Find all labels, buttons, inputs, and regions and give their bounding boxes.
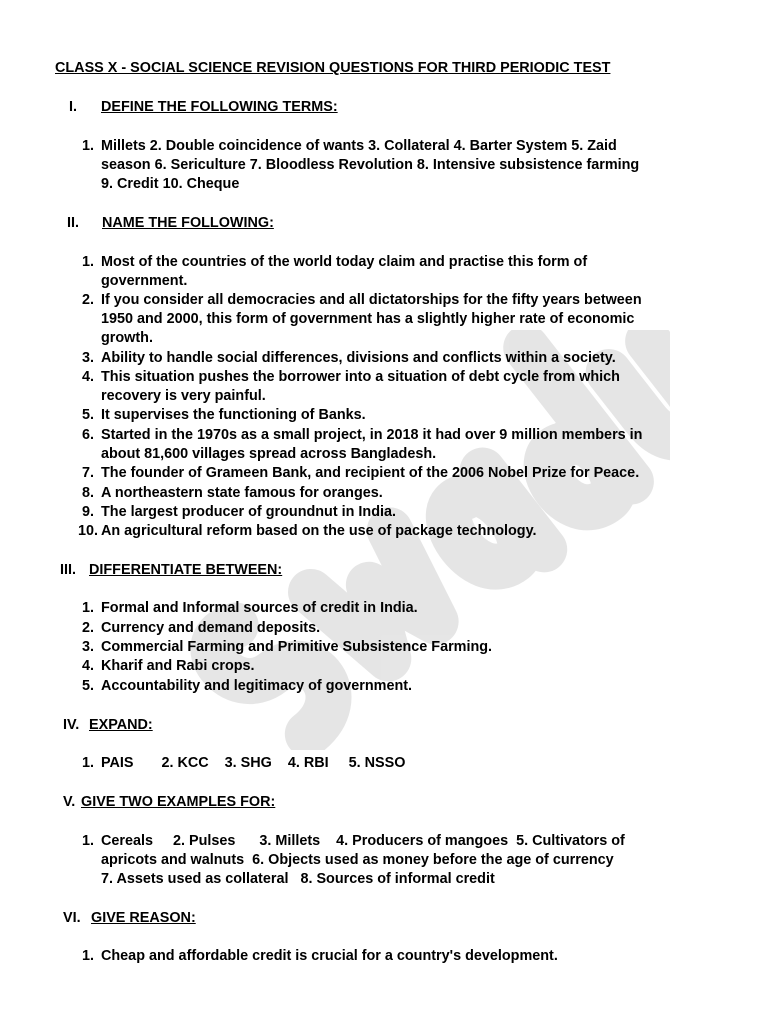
item-number: 7. [81, 465, 94, 481]
item-text: A northeastern state famous for oranges. [101, 485, 383, 501]
item-number: 3. [81, 639, 94, 655]
item-number: 1. [81, 254, 94, 270]
item-number: 1. [81, 755, 94, 771]
item-text: government. [101, 273, 188, 289]
item-text: recovery is very painful. [101, 388, 266, 404]
section-heading: GIVE REASON: [91, 910, 196, 926]
item-number: 2. [81, 620, 94, 636]
item-text: Currency and demand deposits. [101, 620, 321, 636]
item-number: 1. [81, 948, 94, 964]
item-text: 7. Assets used as collateral 8. Sources of informal credit [101, 871, 495, 887]
item-number: 4. [81, 658, 94, 674]
item-text: Most of the countries of the world today claim and practise this form of [101, 254, 588, 270]
item-number: 5. [81, 678, 94, 694]
item-number: 2. [81, 292, 94, 308]
item-number: 4. [81, 369, 94, 385]
item-number: 9. [81, 504, 94, 520]
item-number: 8. [81, 485, 94, 501]
item-text: Cereals 2. Pulses 3. Millets 4. Producers of mangoes 5. Cultivators of [101, 833, 625, 849]
item-text: Started in the 1970s as a small project, in 2018 it had over 9 million members in [101, 427, 643, 443]
item-text: Ability to handle social differences, divisions and conflicts within a society. [101, 350, 616, 366]
item-number: 1. [81, 833, 94, 849]
item-number: 6. [81, 427, 94, 443]
item-text: growth. [101, 330, 153, 346]
item-text: about 81,600 villages spread across Bangladesh. [101, 446, 437, 462]
item-text: apricots and walnuts 6. Objects used as money before the age of currency [101, 852, 614, 868]
item-text: The largest producer of groundnut in India. [101, 504, 397, 520]
item-text: Formal and Informal sources of credit in India. [101, 600, 418, 616]
item-number: 1. [81, 138, 94, 154]
item-number: 3. [81, 350, 94, 366]
item-text: season 6. Sericulture 7. Bloodless Revolution 8. Intensive subsistence farming [101, 157, 640, 173]
item-number: 1. [81, 600, 94, 616]
item-text: Cheap and affordable credit is crucial for a country's development. [101, 948, 558, 964]
item-text: An agricultural reform based on the use of package technology. [101, 523, 537, 539]
item-text: This situation pushes the borrower into a situation of debt cycle from which [101, 369, 620, 385]
item-text: Kharif and Rabi crops. [101, 658, 255, 674]
item-text: 9. Credit 10. Cheque [101, 176, 240, 192]
document-title: CLASS X - SOCIAL SCIENCE REVISION QUESTIONS FOR THIRD PERIODIC TEST [55, 60, 611, 76]
item-text: 1950 and 2000, this form of government has a slightly higher rate of economic [101, 311, 635, 327]
section-heading: NAME THE FOLLOWING: [102, 215, 274, 231]
section-number: IV. [63, 717, 80, 733]
item-text: The founder of Grameen Bank, and recipient of the 2006 Nobel Prize for Peace. [101, 465, 640, 481]
item-text: Commercial Farming and Primitive Subsistence Farming. [101, 639, 493, 655]
section-heading: DIFFERENTIATE BETWEEN: [89, 562, 283, 578]
item-text: Millets 2. Double coincidence of wants 3. Collateral 4. Barter System 5. Zaid [101, 138, 617, 154]
section-number: V. [63, 794, 76, 810]
section-heading: GIVE TWO EXAMPLES FOR: [81, 794, 276, 810]
item-number: 5. [81, 407, 94, 423]
item-text: PAIS 2. KCC 3. SHG 4. RBI 5. NSSO [101, 755, 406, 771]
item-number: 10. [77, 523, 98, 539]
section-number: VI. [63, 910, 81, 926]
section-number: I. [69, 99, 77, 115]
item-text: It supervises the functioning of Banks. [101, 407, 366, 423]
section-heading: DEFINE THE FOLLOWING TERMS: [101, 99, 338, 115]
item-text: Accountability and legitimacy of government. [101, 678, 413, 694]
section-number: II. [67, 215, 79, 231]
section-heading: EXPAND: [89, 717, 153, 733]
section-number: III. [60, 562, 76, 578]
item-text: If you consider all democracies and all dictatorships for the fifty years between [101, 292, 642, 308]
